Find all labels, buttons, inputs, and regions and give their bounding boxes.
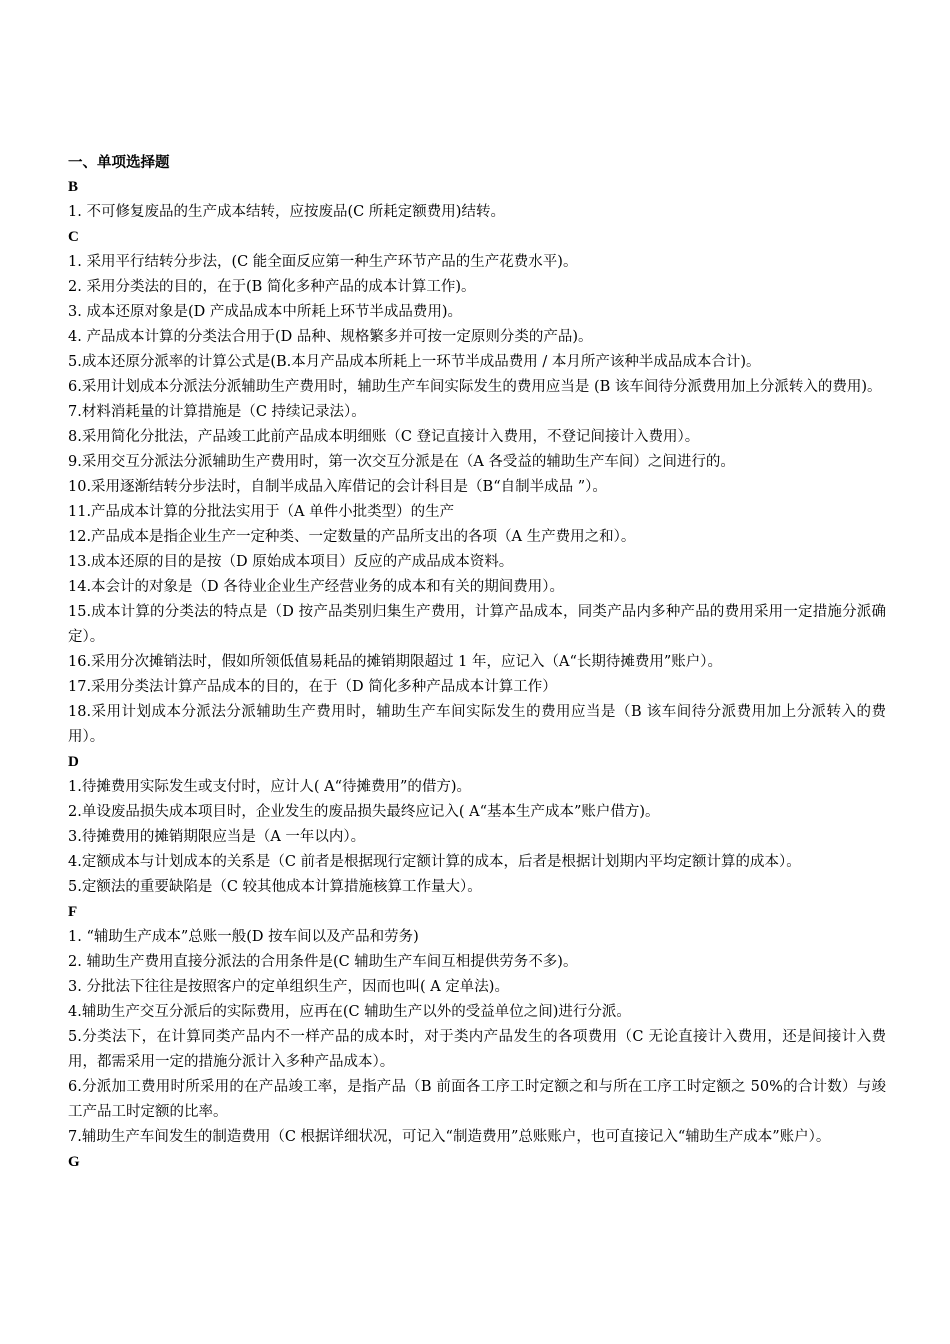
group-letter: F [68, 904, 78, 920]
question-item: 1. 不可修复废品的生产成本结转，应按废品(C 所耗定额费用)结转。 [68, 204, 505, 220]
question-item: 1.待摊费用实际发生或支付时，应计人( A“待摊费用”的借方)。 [68, 779, 472, 795]
question-item: 5.定额法的重要缺陷是（C 较其他成本计算措施核算工作量大）。 [68, 879, 482, 895]
question-item: 2. 辅助生产费用直接分派法的合用条件是(C 辅助生产车间互相提供劳务不多)。 [68, 954, 578, 970]
question-item: 7.材料消耗量的计算措施是（C 持续记录法）。 [68, 404, 366, 420]
letter-group [68, 750, 886, 900]
letter-group [68, 175, 886, 225]
group-letter: G [68, 1154, 80, 1170]
question-item: 8.采用简化分批法，产品竣工此前产品成本明细账（C 登记直接计入费用，不登记间接计入费用）。 [68, 429, 700, 445]
question-item: 1. “辅助生产成本”总账一般(D 按车间以及产品和劳务) [68, 929, 419, 945]
letter-group [68, 1150, 886, 1175]
question-item: 1. 采用平行结转分步法，(C 能全面反应第一种生产环节产品的生产花费水平)。 [68, 254, 578, 270]
question-item: 2.单设废品损失成本项目时，企业发生的废品损失最终应记入( A“基本生产成本”账户借方)。 [68, 804, 660, 820]
group-letter: D [68, 754, 79, 770]
question-item: 9.采用交互分派法分派辅助生产费用时，第一次交互分派是在（A 各受益的辅助生产车间）之间进行的。 [68, 454, 735, 470]
question-item: 7.辅助生产车间发生的制造费用（C 根据详细状况，可记入“制造费用”总账账户，也可直接记入“辅助生产成本”账户）。 [68, 1129, 831, 1145]
question-item: 6.采用计划成本分派法分派辅助生产费用时，辅助生产车间实际发生的费用应当是 (B 该车间待分派费用加上分派转入的费用)。 [68, 379, 882, 395]
question-item: 3. 成本还原对象是(D 产成品成本中所耗上环节半成品费用)。 [68, 304, 462, 320]
section-heading: 一、单项选择题 [68, 154, 170, 171]
question-item: 16.采用分次摊销法时，假如所领低值易耗品的摊销期限超过 1 年，应记入（A“长期待摊费用”账户）。 [68, 654, 723, 670]
question-item: 5.成本还原分派率的计算公式是(B.本月产品成本所耗上一环节半成品费用 / 本月所产该种半成品成本合计)。 [68, 354, 761, 370]
question-item: 3.待摊费用的摊销期限应当是（A 一年以内）。 [68, 829, 366, 845]
question-item: 3. 分批法下往往是按照客户的定单组织生产，因而也叫( A 定单法)。 [68, 979, 509, 995]
question-item: 12.产品成本是指企业生产一定种类、一定数量的产品所支出的各项（A 生产费用之和）。 [68, 529, 636, 545]
question-item: 10.采用逐渐结转分步法时，自制半成品入库借记的会计科目是（B“自制半成品 ”）。 [68, 479, 607, 495]
group-letter: B [68, 179, 79, 195]
question-item: 11.产品成本计算的分批法实用于（A 单件小批类型）的生产 [68, 504, 455, 520]
document-page [68, 150, 886, 1175]
sections-container [68, 175, 886, 1175]
question-item: 17.采用分类法计算产品成本的目的，在于（D 简化多种产品成本计算工作） [68, 679, 557, 695]
question-item: 14.本会计的对象是（D 各待业企业生产经营业务的成本和有关的期间费用）。 [68, 579, 565, 595]
letter-group [68, 225, 886, 750]
question-item: 4.定额成本与计划成本的关系是（C 前者是根据现行定额计算的成本，后者是根据计划期内平均定额计算的成本）。 [68, 854, 801, 870]
question-item: 5.分类法下，在计算同类产品内不一样产品的成本时，对于类内产品发生的各项费用（C 无论直接计入费用，还是间接计入费用，都需采用一定的措施分派计入多种产品成本）。 [68, 1029, 886, 1070]
question-item: 13.成本还原的目的是按（D 原始成本项目）反应的产成品成本资料。 [68, 554, 514, 570]
question-item: 2. 采用分类法的目的，在于(B 简化多种产品的成本计算工作)。 [68, 279, 476, 295]
question-item: 4.辅助生产交互分派后的实际费用，应再在(C 辅助生产以外的受益单位之间)进行分派。 [68, 1004, 631, 1020]
question-item: 4. 产品成本计算的分类法合用于(D 品种、规格繁多并可按一定原则分类的产品)。 [68, 329, 593, 345]
letter-group [68, 900, 886, 1150]
group-letter: C [68, 229, 79, 245]
question-item: 18.采用计划成本分派法分派辅助生产费用时，辅助生产车间实际发生的费用应当是（B 该车间待分派费用加上分派转入的费用）。 [68, 704, 886, 745]
question-item: 6.分派加工费用时所采用的在产品竣工率，是指产品（B 前面各工序工时定额之和与所在工序工时定额之 50%的合计数）与竣工产品工时定额的比率。 [68, 1079, 886, 1120]
question-item: 15.成本计算的分类法的特点是（D 按产品类别归集生产费用，计算产品成本，同类产品内多种产品的费用采用一定措施分派确定）。 [68, 604, 886, 645]
